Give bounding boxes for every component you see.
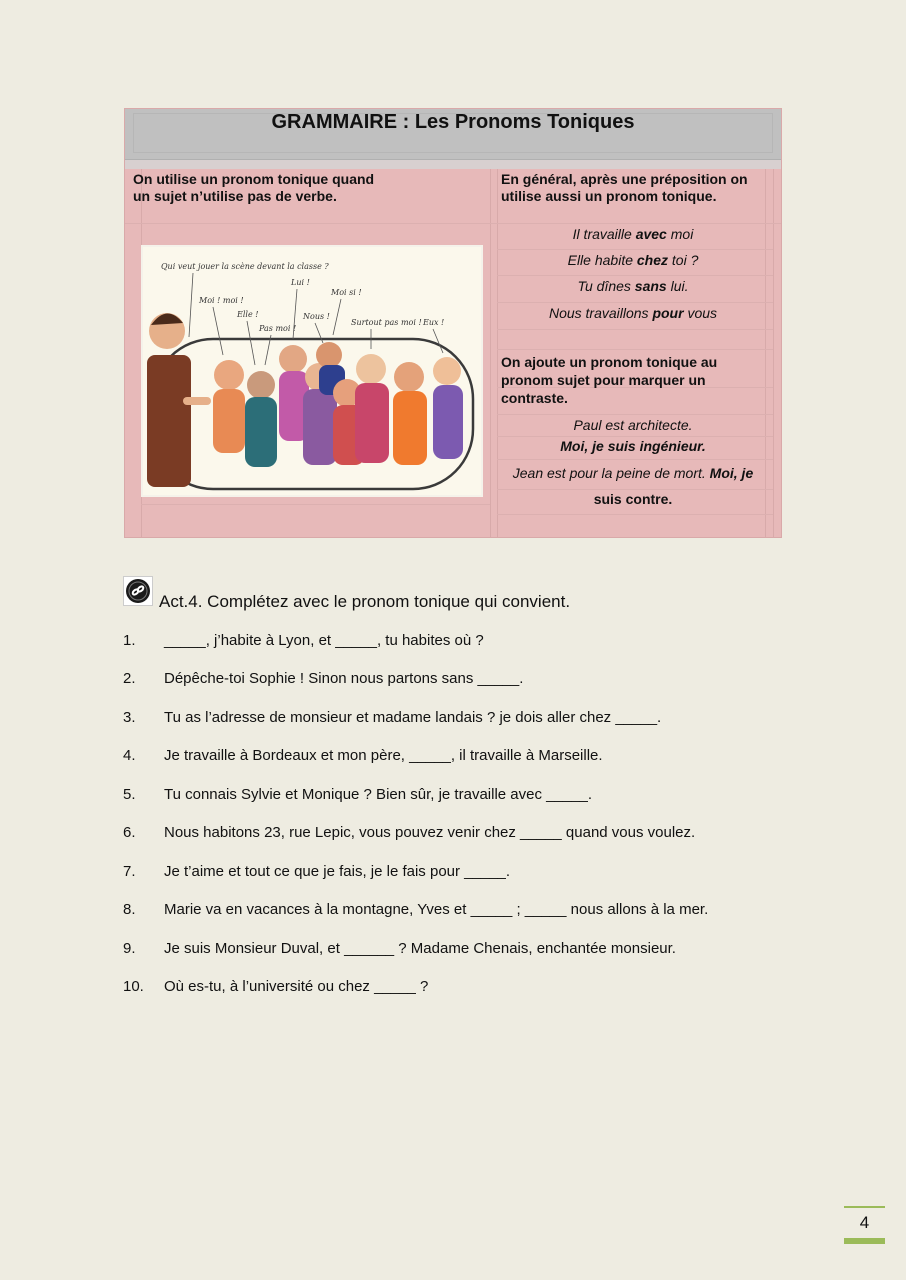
page-number-rule-bottom [844,1238,885,1244]
bubble-5: Nous ! [303,312,330,321]
bubble-4: Lui ! [291,278,310,287]
page: GRAMMAIRE : Les Pronoms Toniques On utilise un pronom tonique quand un sujet n’utilise pas de verbe. En général, après une préposition on utilise aussi un pronom tonique. Qui veut jouer la scène devant la classe ? Moi ! moi ! Elle ! Pas moi ! Lui ! Nous ! Moi si ! Surtout pas moi ! Eux ! Il travaille avec moi Elle habite chez toi ? Tu dînes sans lui. Nous travaillons pour vous On ajoute un pronom tonique au pronom sujet pour marquer un contraste. Paul est architecte. Moi, je suis ingénieur. Jean est pour la peine de mort. Moi, je suis contre. Act.4. Complétez avec le pronom tonique qui convient. 1. _____, j’habite à Lyon, et _____, tu habites où ? 2. Dépêche-toi Sophie ! Sinon nous partons sans _____. 3. Tu as l’adresse de monsieur et madame landais ? je dois aller chez _____. 4. Je travaille à Bordeaux et mon père, _____, il travaille à Marseille. 5. Tu connais Sylvie et Monique ? Bien sûr, je travaille avec _____. 6. Nous habitons 23, rue Lepic, vous pouvez venir chez _____ quand vous voulez. 7. Je t’aime et tout ce que je fais, je le fais pour _____. 8. Marie va en vacances à la montagne, Yves et _____ ; _____ nous allons à la mer. 9. Je suis Monsieur Duval, et ______ ? Madame Chenais, enchantée monsieur. 10. Où es-tu, à l’université ou chez _____ ? 4 [0,0,906,1280]
bubble-6: Moi si ! [331,288,362,297]
contrast-example-2b: suis contre. [593,491,673,507]
page-number-rule-top [844,1206,885,1208]
activity-title: Act.4. Complétez avec le pronom tonique qui convient. [159,592,571,611]
grammar-title-bar [125,109,781,160]
grammar-table [124,108,782,538]
bubble-3: Pas moi ! [259,324,297,333]
example-sans: Tu dînes sans lui. [577,278,689,294]
bubble-question: Qui veut jouer la scène devant la classe ? [161,262,329,271]
example-chez: Elle habite chez toi ? [567,252,699,268]
bubble-1: Moi ! moi ! [199,296,244,305]
page-number: 4 [859,1213,870,1232]
contrast-example-1a: Paul est architecte. [573,417,693,433]
bubble-7: Surtout pas moi ! [351,318,422,327]
bubble-2: Elle ! [237,310,259,319]
rule-contrast: On ajoute un pronom tonique au pronom sujet pour marquer un contraste. [501,354,718,406]
example-pour: Nous travaillons pour vous [548,305,718,321]
rule-no-verb: On utilise un pronom tonique quand un sujet n’utilise pas de verbe. [133,171,375,204]
link-icon [123,576,153,606]
classroom-illustration [141,245,483,497]
bubble-8: Eux ! [423,318,445,327]
example-avec: Il travaille avec moi [572,226,694,242]
classroom-illustration-drawing [143,247,481,495]
rule-preposition: En général, après une préposition on utilise aussi un pronom tonique. [501,171,748,204]
contrast-example-1b: Moi, je suis ingénieur. [560,438,706,454]
contrast-example-2a: Jean est pour la peine de mort. Moi, je [512,465,754,481]
grammar-title: GRAMMAIRE : Les Pronoms Toniques [271,111,635,133]
